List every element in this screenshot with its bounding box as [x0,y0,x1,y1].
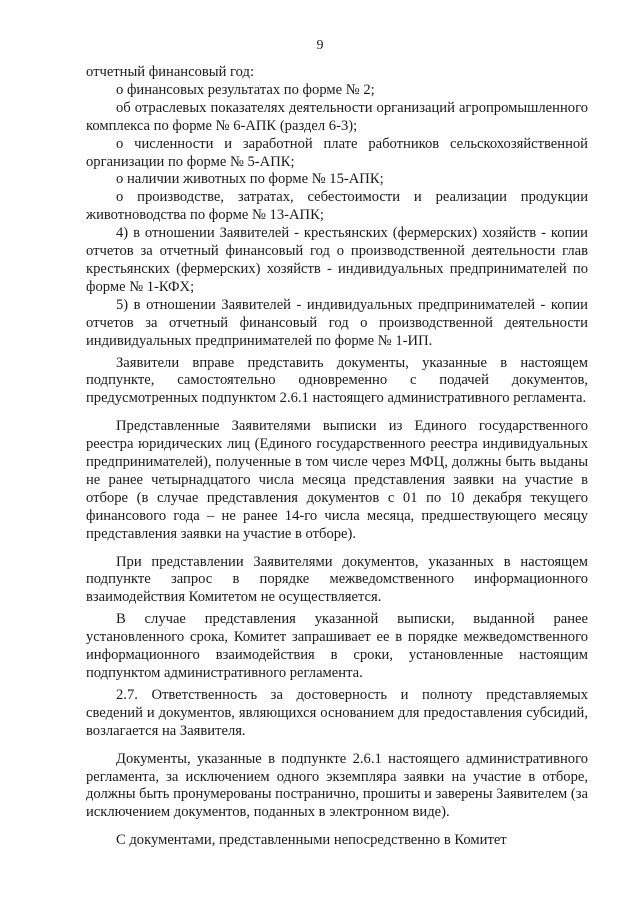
paragraph-early-extract: В случае представления указанной выписки, выданной ранее установленного срока, Комитет запрашивает ее в порядке межведомственного информационного взаимодействия в сроки, установленные настоящим подпунктом административного регламента. [86,611,588,681]
paragraph-form-5-apk: о численности и заработной плате работников сельскохозяйственной организации по форме № 5-АПК; [86,135,588,170]
paragraph-applicants-right: Заявители вправе представить документы, указанные в настоящем подпункте, самостоятельно одновременно с подачей документов, предусмотренных подпунктом 2.6.1 настоящего административного регламента. [86,354,588,407]
paragraph-form-6-apk: об отраслевых показателях деятельности организаций агропромышленного комплекса по форме № 6-АПК (раздел 6-3); [86,99,588,134]
paragraph-section-2-7: 2.7. Ответственность за достоверность и полноту представляемых сведений и документов, являющихся основанием для предоставления субсидий, возлагается на Заявителя. [86,686,588,739]
document-body [86,64,588,850]
paragraph-documents-numbered: Документы, указанные в подпункте 2.6.1 настоящего административного регламента, за исключением одного экземпляра заявки на участие в отборе, должны быть пронумерованы постранично, прошиты и заверены Заявителем (за исключением документов, поданных в электронном виде). [86,750,588,821]
paragraph-form-15-apk: о наличии животных по форме № 15-АПК; [116,171,384,188]
paragraph-no-interagency-request: При представлении Заявителями документов, указанных в настоящем подпункте запрос в порядке межведомственного информационного взаимодействия Комитетом не осуществляется. [86,553,588,606]
paragraph-register-extracts: Представленные Заявителями выписки из Единого государственного реестра юридических лиц (Единого государственного реестра индивидуальных предпринимателей), полученные в том числе через МФЦ, должны быть выданы не ранее четырнадцатого числа месяца представления заявки на участие в отборе (в случае представления документов с 01 по 10 декабря текущего финансового года – не ранее 14-го числа месяца, предшествующего месяцу представления заявки на участие в отборе). [86,418,588,542]
paragraph-form-13-apk: о производстве, затратах, себестоимости и реализации продукции животноводства по форме № 13-АПК; [86,189,588,224]
paragraph-form-2: о финансовых результатах по форме № 2; [116,81,375,98]
paragraph-documents-submitted: С документами, представленными непосредственно в Комитет [116,832,507,849]
paragraph-item-4: 4) в отношении Заявителей - крестьянских (фермерских) хозяйств - копии отчетов за отчетный финансовый год о производственной деятельности глав крестьянских (фермерских) хозяйств - индивидуальных предпринимателей по форме № 1-КФХ; [86,225,588,295]
paragraph-item-5: 5) в отношении Заявителей - индивидуальных предпринимателей - копии отчетов за отчетный финансовый год о производственной деятельности индивидуальных предпринимателей по форме № 1-ИП. [86,296,588,349]
page-number: 9 [316,38,324,53]
paragraph-intro: отчетный финансовый год: [86,64,255,80]
